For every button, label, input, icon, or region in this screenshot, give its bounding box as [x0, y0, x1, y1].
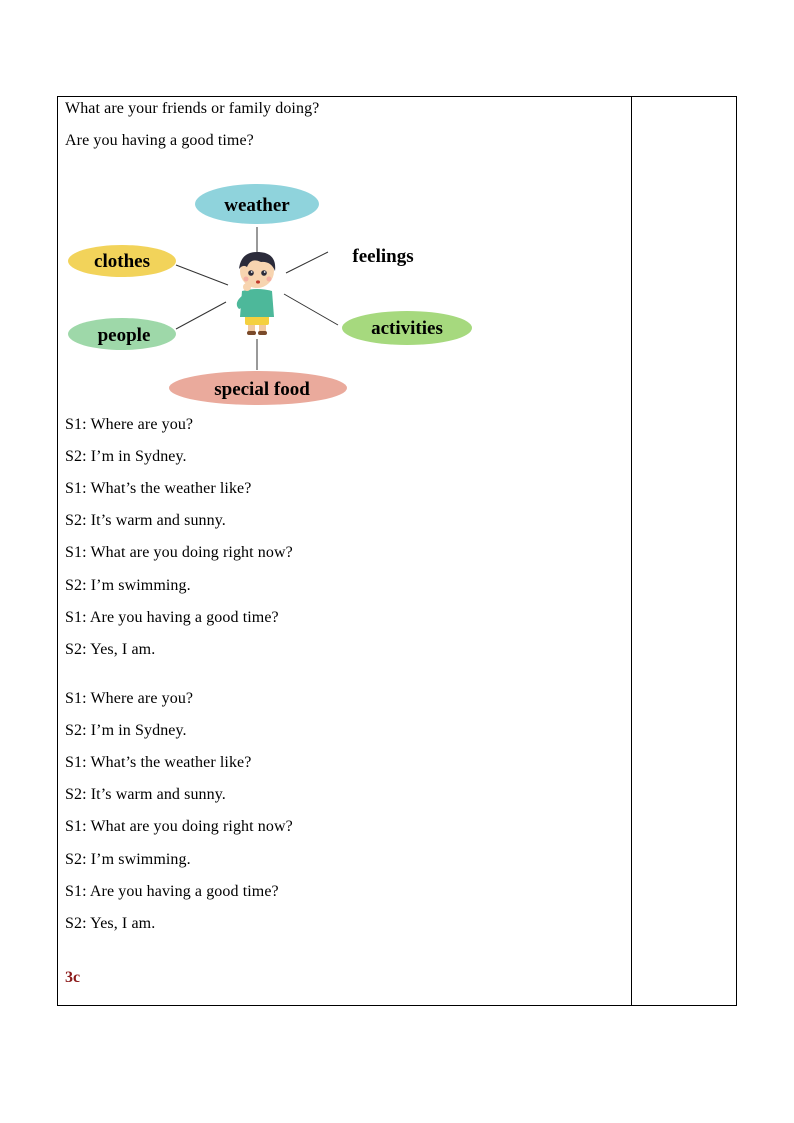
dialogue-line: S2: Yes, I am.: [65, 641, 156, 658]
intro-question-2: Are you having a good time?: [65, 132, 254, 149]
topic-activities-label: activities: [371, 318, 443, 339]
dialogue-line: S1: What are you doing right now?: [65, 544, 293, 561]
dialogue-line: S2: Yes, I am.: [65, 915, 156, 932]
topic-people-label: people: [97, 325, 151, 346]
lesson-table: [57, 96, 737, 1006]
connector-people: [176, 302, 226, 329]
section-label: 3c: [65, 969, 81, 986]
boy-thinking-icon: [237, 252, 275, 335]
connector-clothes: [176, 265, 228, 285]
intro-question-1: What are your friends or family doing?: [65, 100, 320, 117]
dialogue-line: S2: I’m in Sydney.: [65, 448, 187, 465]
dialogue-line: S1: Where are you?: [65, 690, 194, 707]
topic-special-food: [169, 371, 347, 405]
dialogue-line: S2: It’s warm and sunny.: [65, 512, 226, 529]
dialogue-line: S1: What’s the weather like?: [65, 480, 252, 497]
topic-clothes: [68, 245, 176, 277]
topic-weather: [195, 184, 319, 224]
topic-people: [68, 318, 176, 350]
dialogue-line: S1: What are you doing right now?: [65, 818, 293, 835]
connector-feelings: [286, 252, 328, 273]
dialogue-line: S2: I’m swimming.: [65, 577, 191, 594]
topic-feelings: [352, 246, 413, 267]
topic-activities: [342, 311, 472, 345]
dialogue-line: S2: I’m in Sydney.: [65, 722, 187, 739]
topic-clothes-label: clothes: [94, 251, 150, 272]
dialogue-line: S1: Where are you?: [65, 416, 194, 433]
dialogue-line: S1: Are you having a good time?: [65, 883, 279, 900]
dialogue-line: S2: I’m swimming.: [65, 851, 191, 868]
topic-weather-label: weather: [224, 195, 290, 216]
connector-activities: [284, 294, 338, 325]
topic-feelings-label: feelings: [352, 246, 414, 267]
dialogue-line: S1: What’s the weather like?: [65, 754, 252, 771]
table-column-divider: [631, 97, 632, 1005]
dialogue-line: S1: Are you having a good time?: [65, 609, 279, 626]
dialogue-line: S2: It’s warm and sunny.: [65, 786, 226, 803]
topic-special-food-label: special food: [214, 379, 310, 400]
